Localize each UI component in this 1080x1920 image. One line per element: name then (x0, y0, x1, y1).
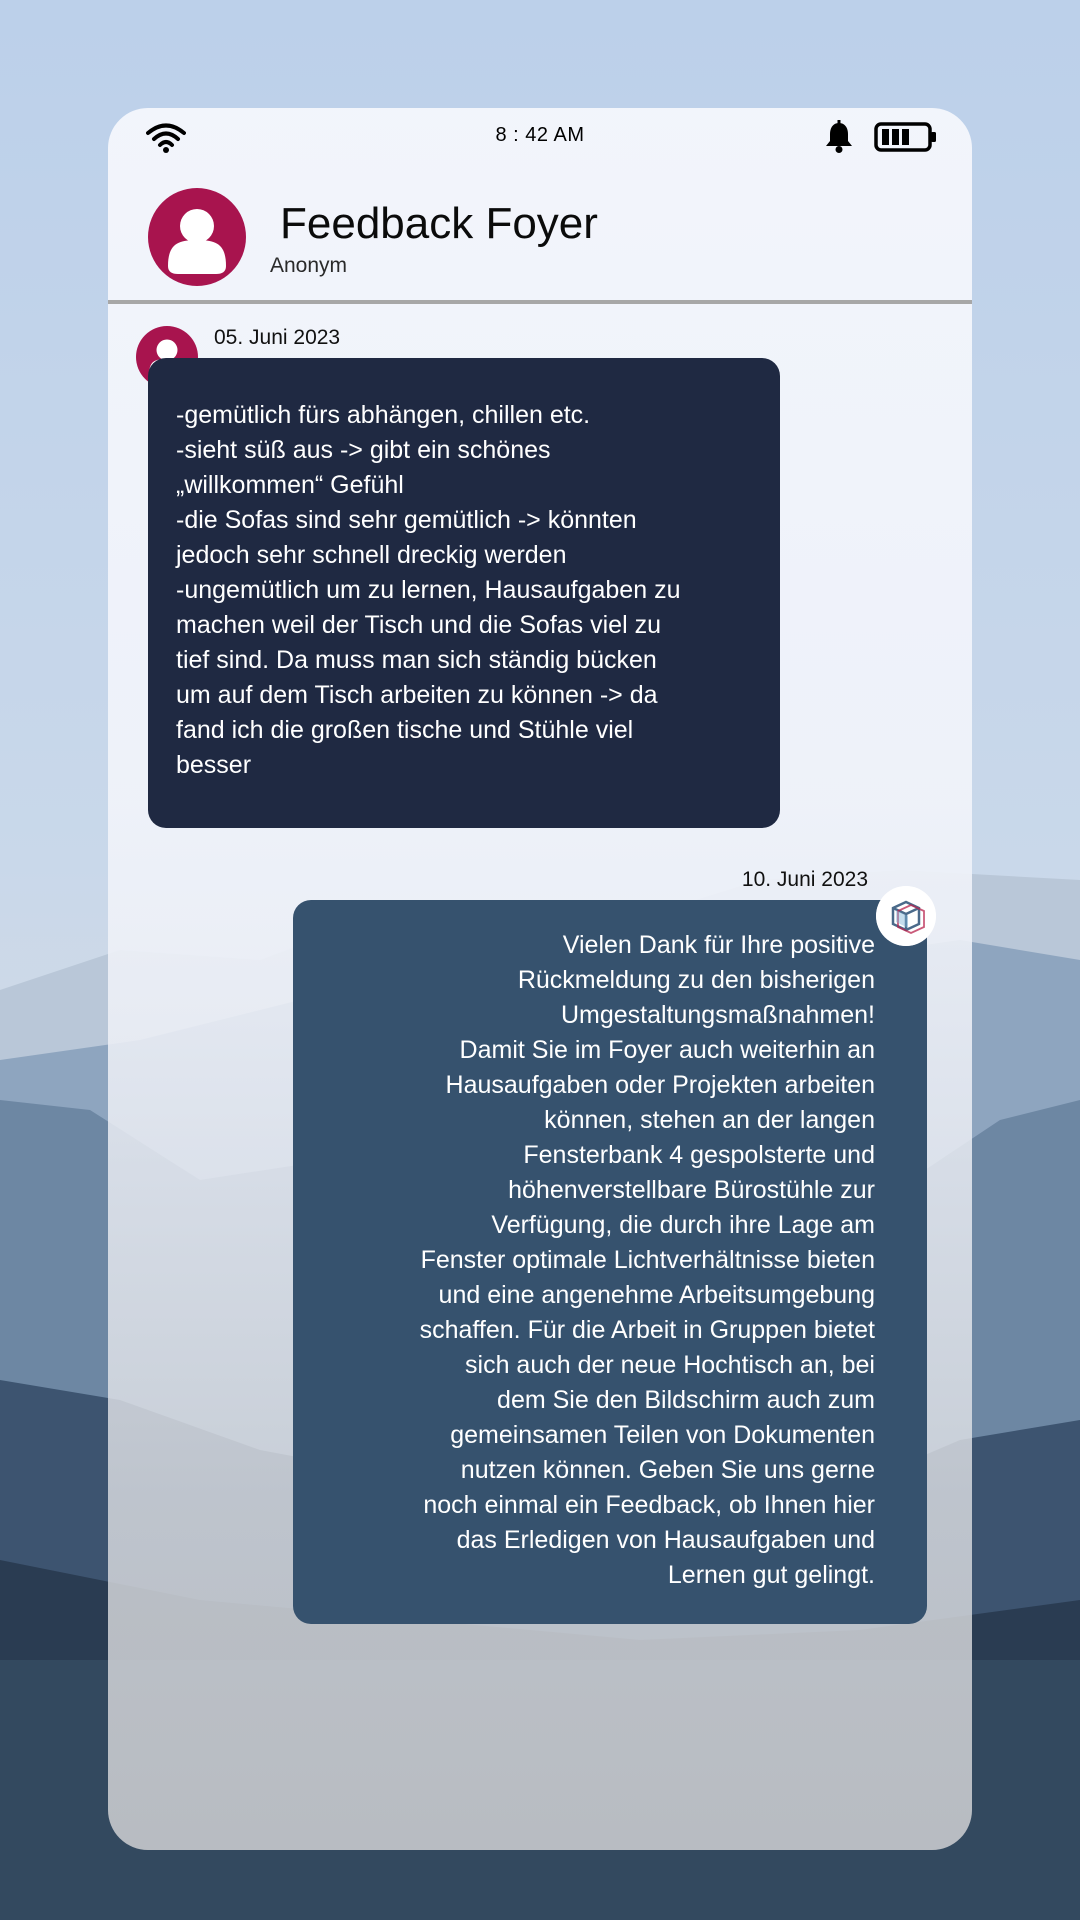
status-time: 8 : 42 AM (495, 124, 585, 146)
user-icon[interactable] (148, 188, 246, 286)
message-date: 10. Juni 2023 (741, 868, 868, 891)
chat-header (108, 108, 972, 352)
chat-subtitle: Anonym (270, 254, 348, 277)
chat-title: Feedback Foyer (280, 199, 598, 248)
message-bubble-reply[interactable]: Vielen Dank für Ihre positive Rückmeldung zu den bisherigen Umgestaltungsmaßnahmen! Damit Sie im Foyer auch weiterhin an Hausaufgaben oder Projekten arbeiten können, stehen an der langen Fensterbank 4 gespolsterte und höhenverstellbare Bürostühle zur Verfügung, die durch ihre Lage am Fenster optimale Lichtverhältnisse bieten und eine angenehme Arbeitsumgebung schaffen. Für die Arbeit in Gruppen bietet sich auch der neue Hochtisch an, bei dem Sie den Bildschirm auch zum gemeinsamen Teilen von Dokumenten nutzen können. Geben Sie uns gerne noch einmal ein Feedback, ob Ihnen hier das Erledigen von Hausaufgaben und Lernen gut gelingt. (293, 900, 927, 1624)
message-date: 05. Juni 2023 (214, 326, 341, 349)
phone-screen (108, 108, 972, 1850)
message-bubble-received[interactable]: -gemütlich fürs abhängen, chillen etc. -sieht süß aus -> gibt ein schönes „willkommen“ Gefühl -die Sofas sind sehr gemütlich -> könnten jedoch sehr schnell dreckig werden -ungemütlich um zu lernen, Hausaufgaben zu machen weil der Tisch und die Sofas viel zu tief sind. Da muss man sich ständig bücken um auf dem Tisch arbeiten zu können -> da fand ich die großen tische und Stühle viel besser (148, 358, 780, 828)
cube-logo-icon[interactable] (876, 886, 936, 946)
header-divider (108, 300, 972, 304)
